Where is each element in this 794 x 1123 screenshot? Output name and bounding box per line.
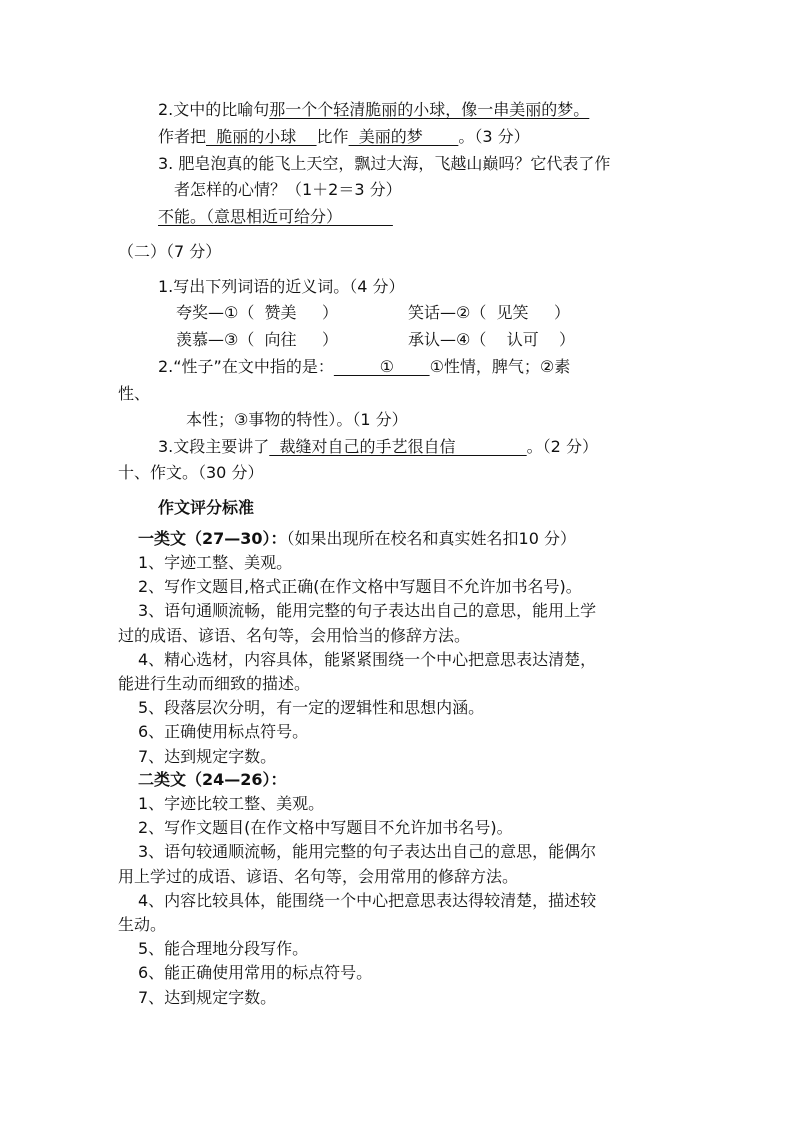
section2-q2-answer: ① (333, 357, 430, 376)
synonym-1: 夸奖—①（ 赞美 ） (176, 303, 338, 322)
synonym-3: 羡慕—③（ 向往 ） (176, 330, 338, 349)
criteria-item: 生动。 (118, 915, 167, 934)
criteria-item: 用上学过的成语、谚语、名句等，会用常用的修辞方法。 (118, 866, 519, 886)
q2-line2-b: 比作 (316, 127, 349, 146)
q2-prefix: 2.文中的比喻句 (158, 100, 270, 119)
criteria-item: 7、达到规定字数。 (138, 987, 277, 1007)
q2-sentence: 那一个个轻清脆丽的小球，像一串美丽的梦。 (269, 100, 590, 119)
criteria-item: 2、写作文题目(在作文格中写题目不允许加书名号)。 (138, 818, 513, 838)
q2-line2 (158, 125, 530, 149)
q2-line1 (158, 98, 589, 122)
q2-answer-b: 美丽的梦 (348, 127, 459, 146)
class2-title: 二类文（24—26）： (138, 770, 287, 789)
criteria-item: 能进行生动而细致的描述。 (118, 674, 311, 693)
criteria-item: 3、语句较通顺流畅，能用完整的句子表达出自己的意思，能偶尔 (138, 842, 597, 862)
criteria-title: 作文评分标准 (158, 498, 255, 517)
section2-q3-prefix: 3.文段主要讲了 (158, 437, 270, 456)
criteria-item: 1、字迹工整、美观。 (138, 553, 293, 572)
criteria-item: 4、内容比较具体，能围绕一个中心把意思表达得较清楚，描述较 (138, 890, 597, 910)
criteria-item: 3、语句通顺流畅，能用完整的句子表达出自己的意思，能用上学 (138, 601, 597, 621)
q3-answer: 不能。（意思相近可给分） (158, 207, 393, 226)
section2-q2-prefix: 2.“性子”在文中指的是： (158, 357, 334, 376)
criteria-item: 2、写作文题目,格式正确(在作文格中写题目不允许加书名号)。 (138, 577, 582, 597)
class1-title: 一类文（27—30）： (138, 529, 287, 548)
criteria-item: 5、能合理地分段写作。 (138, 939, 309, 959)
criteria-item: 1、字迹比较工整、美观。 (138, 794, 325, 813)
class1-heading (138, 527, 576, 551)
section2-q2 (158, 355, 570, 379)
section2-q1: 1.写出下列词语的近义词。（4 分） (158, 277, 405, 296)
composition-header: 十、作文。（30 分） (118, 463, 264, 482)
synonym-4: 承认—④（ 认可 ） (408, 330, 576, 349)
criteria-item: 4、精心选材，内容具体，能紧紧围绕一个中心把意思表达清楚， (138, 649, 597, 669)
q3-line1: 3. 肥皂泡真的能飞上天空，飘过大海，飞越山巅吗？它代表了作 (158, 154, 611, 173)
q2-answer-a: 脆丽的小球 (206, 127, 317, 146)
q2-line2-c: 。（3 分） (458, 127, 530, 146)
section2-q2-suffix: ①性情，脾气；②素 (429, 357, 571, 376)
criteria-item: 6、正确使用标点符号。 (138, 722, 309, 742)
criteria-item: 5、段落层次分明，有一定的逻辑性和思想内涵。 (138, 698, 485, 718)
section2-q3 (158, 435, 598, 459)
q2-line2-a: 作者把 (158, 127, 207, 146)
section2-q3-suffix: 。（2 分） (526, 437, 598, 456)
criteria-item: 过的成语、谚语、名句等，会用恰当的修辞方法。 (118, 625, 471, 645)
criteria-item: 7、达到规定字数。 (138, 746, 277, 766)
class1-note: （如果出现所在校名和真实姓名扣10 分） (286, 529, 576, 548)
section2-q3-answer: 裁缝对自己的手艺很自信 (269, 437, 527, 456)
synonym-2: 笑话—②（ 见笑 ） (408, 303, 570, 322)
section2-header: （二）（7 分） (118, 242, 222, 261)
q3-line2: 者怎样的心情？（1＋2＝3 分） (174, 180, 402, 199)
criteria-item: 6、能正确使用常用的标点符号。 (138, 963, 373, 983)
section2-q2-line2: 性、 (118, 384, 151, 403)
section2-q2-line3: 本性；③事物的特性）。（1 分） (186, 410, 408, 429)
